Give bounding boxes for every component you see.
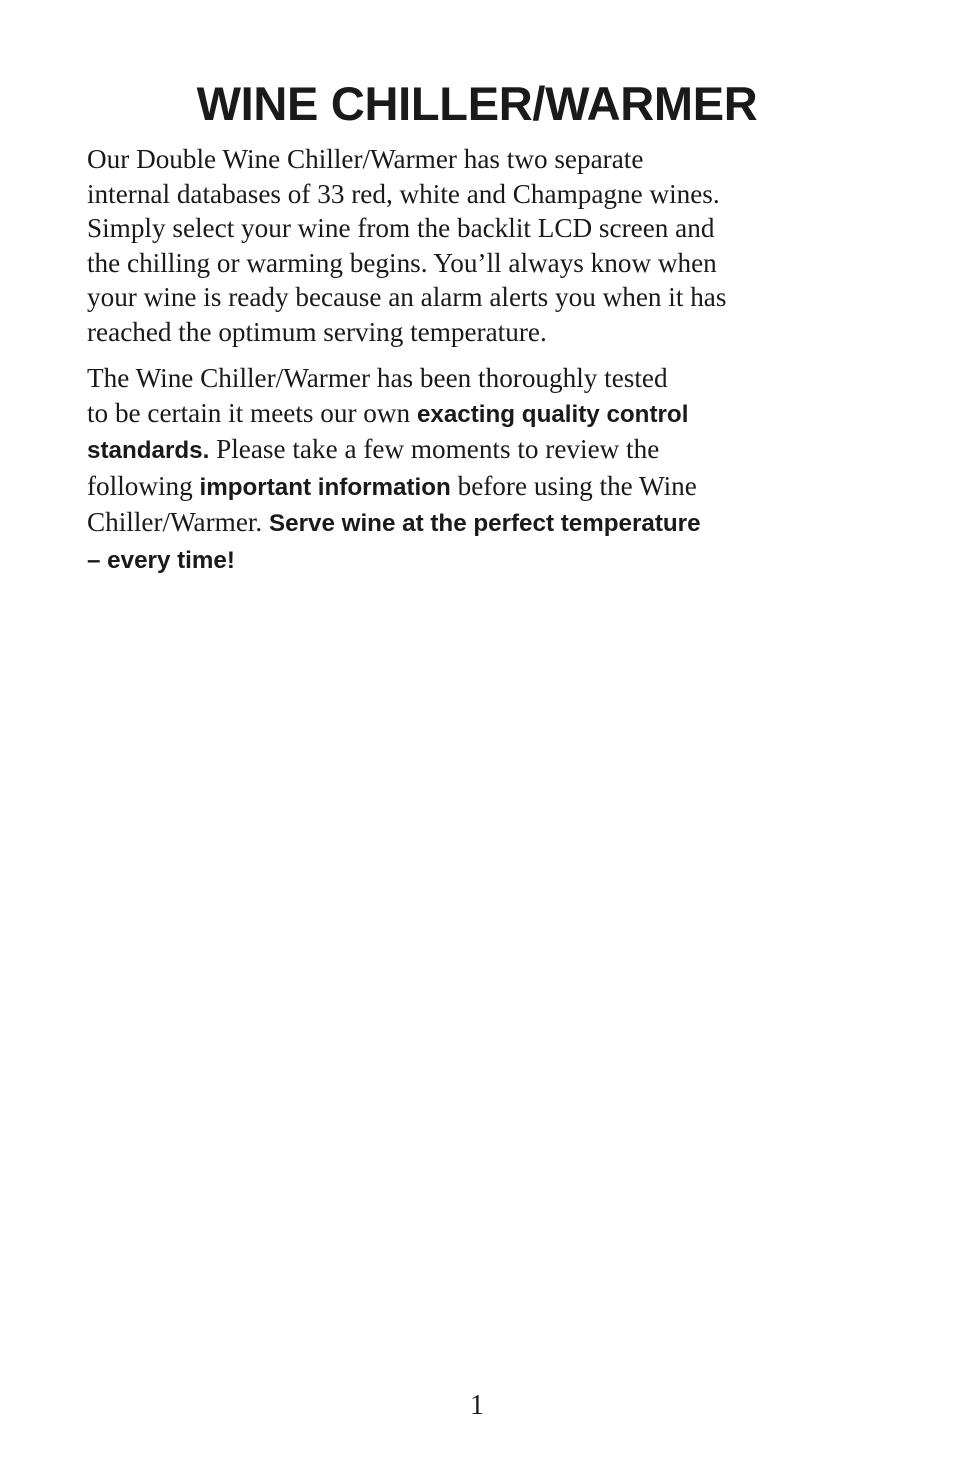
paragraph-line <box>87 542 877 579</box>
paragraph-line <box>87 505 877 542</box>
paragraph-line <box>87 432 877 469</box>
paragraph-line: reached the optimum serving temperature. <box>87 316 547 347</box>
emphasis-standards: standards. <box>87 437 210 465</box>
text-run: before using the Wine <box>450 470 697 501</box>
page-title: WINE CHILLER/WARMER <box>196 77 758 130</box>
text-run: The Wine Chiller/Warmer has been thoroughly tested <box>87 363 668 393</box>
paragraph-line: Simply select your wine from the backlit LCD screen and <box>87 213 715 244</box>
emphasis-tagline: Serve wine at the perfect temperature <box>269 510 701 538</box>
text-run: following <box>87 470 200 501</box>
paragraph-line <box>87 396 877 433</box>
paragraph-line: your wine is ready because an alarm alerts you when it has <box>87 282 727 313</box>
emphasis-quality-standards: exacting quality control <box>416 400 689 428</box>
paragraph-line <box>87 361 877 396</box>
paragraph-line <box>87 469 877 506</box>
emphasis-tagline-end: – every time! <box>87 546 235 574</box>
emphasis-important-information: important information <box>199 473 451 501</box>
text-run: Chiller/Warmer. <box>87 507 270 538</box>
paragraph-line: Our Double Wine Chiller/Warmer has two separate <box>87 144 644 174</box>
quality-paragraph <box>87 361 877 579</box>
text-run: to be certain it meets our own <box>87 397 417 428</box>
page-number: 1 <box>470 1390 484 1421</box>
paragraph-line: internal databases of 33 red, white and Champagne wines. <box>87 178 720 209</box>
text-run: Please take a few moments to review the <box>209 434 660 465</box>
intro-paragraph <box>87 142 877 350</box>
paragraph-line: the chilling or warming begins. You’ll always know when <box>87 247 717 278</box>
